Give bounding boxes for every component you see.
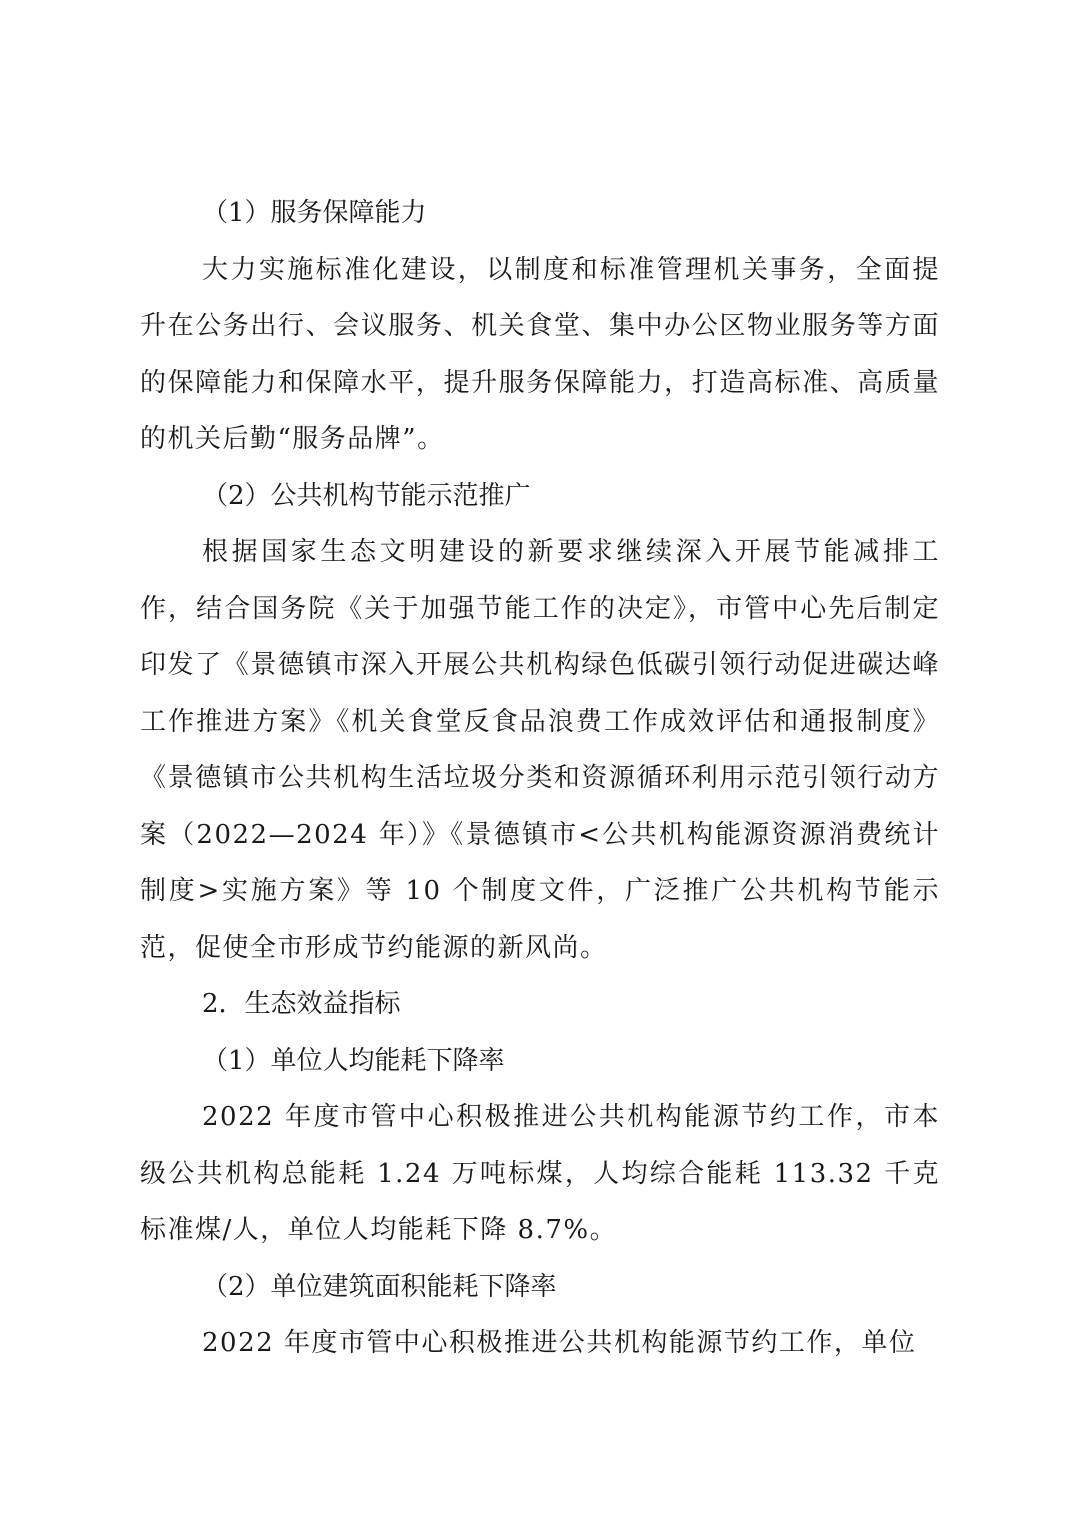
section-heading-building-area-energy: （2）单位建筑面积能耗下降率 [202, 1271, 557, 1302]
paragraph-per-capita-energy: 2022 年度市管中心积极推进公共机构能源节约工作，市本级公共机构总能耗 1.24 万吨标煤，人均综合能耗 113.32 千克标准煤/人，单位人均能耗下降 8.7%。 [140, 1102, 940, 1245]
section-heading-energy-saving-demo: （2）公共机构节能示范推广 [202, 480, 531, 511]
paragraph-building-area-energy: 2022 年度市管中心积极推进公共机构能源节约工作，单位 [202, 1328, 917, 1358]
document-page [140, 185, 940, 1372]
paragraph-service-capability: 大力实施标准化建设，以制度和标准管理机关事务，全面提升在公务出行、会议服务、机关食堂、集中办公区物业服务等方面的保障能力和保障水平，提升服务保障能力，打造高标准、高质量的机关后勤“服务品牌”。 [140, 254, 940, 454]
section-heading-service-capability: （1）服务保障能力 [202, 198, 427, 228]
section-heading-per-capita-energy: （1）单位人均能耗下降率 [202, 1045, 505, 1076]
paragraph-energy-saving-demo: 根据国家生态文明建设的新要求继续深入开展节能减排工作，结合国务院《关于加强节能工作的决定》，市管中心先后制定印发了《景德镇市深入开展公共机构绿色低碳引领行动促进碳达峰工作推进方案》《机关食堂反食品浪费工作成效评估和通报制度》《景德镇市公共机构生活垃圾分类和资源循环利用示范引领行动方案（2022—2024 年）》《景德镇市<公共机构能源资源消费统计制度>实施方案》等 10 个制度文件，广泛推广公共机构节能示范，促使全市形成节约能源的新风尚。 [140, 537, 940, 963]
section-heading-ecological-indicators: 2．生态效益指标 [202, 989, 401, 1019]
